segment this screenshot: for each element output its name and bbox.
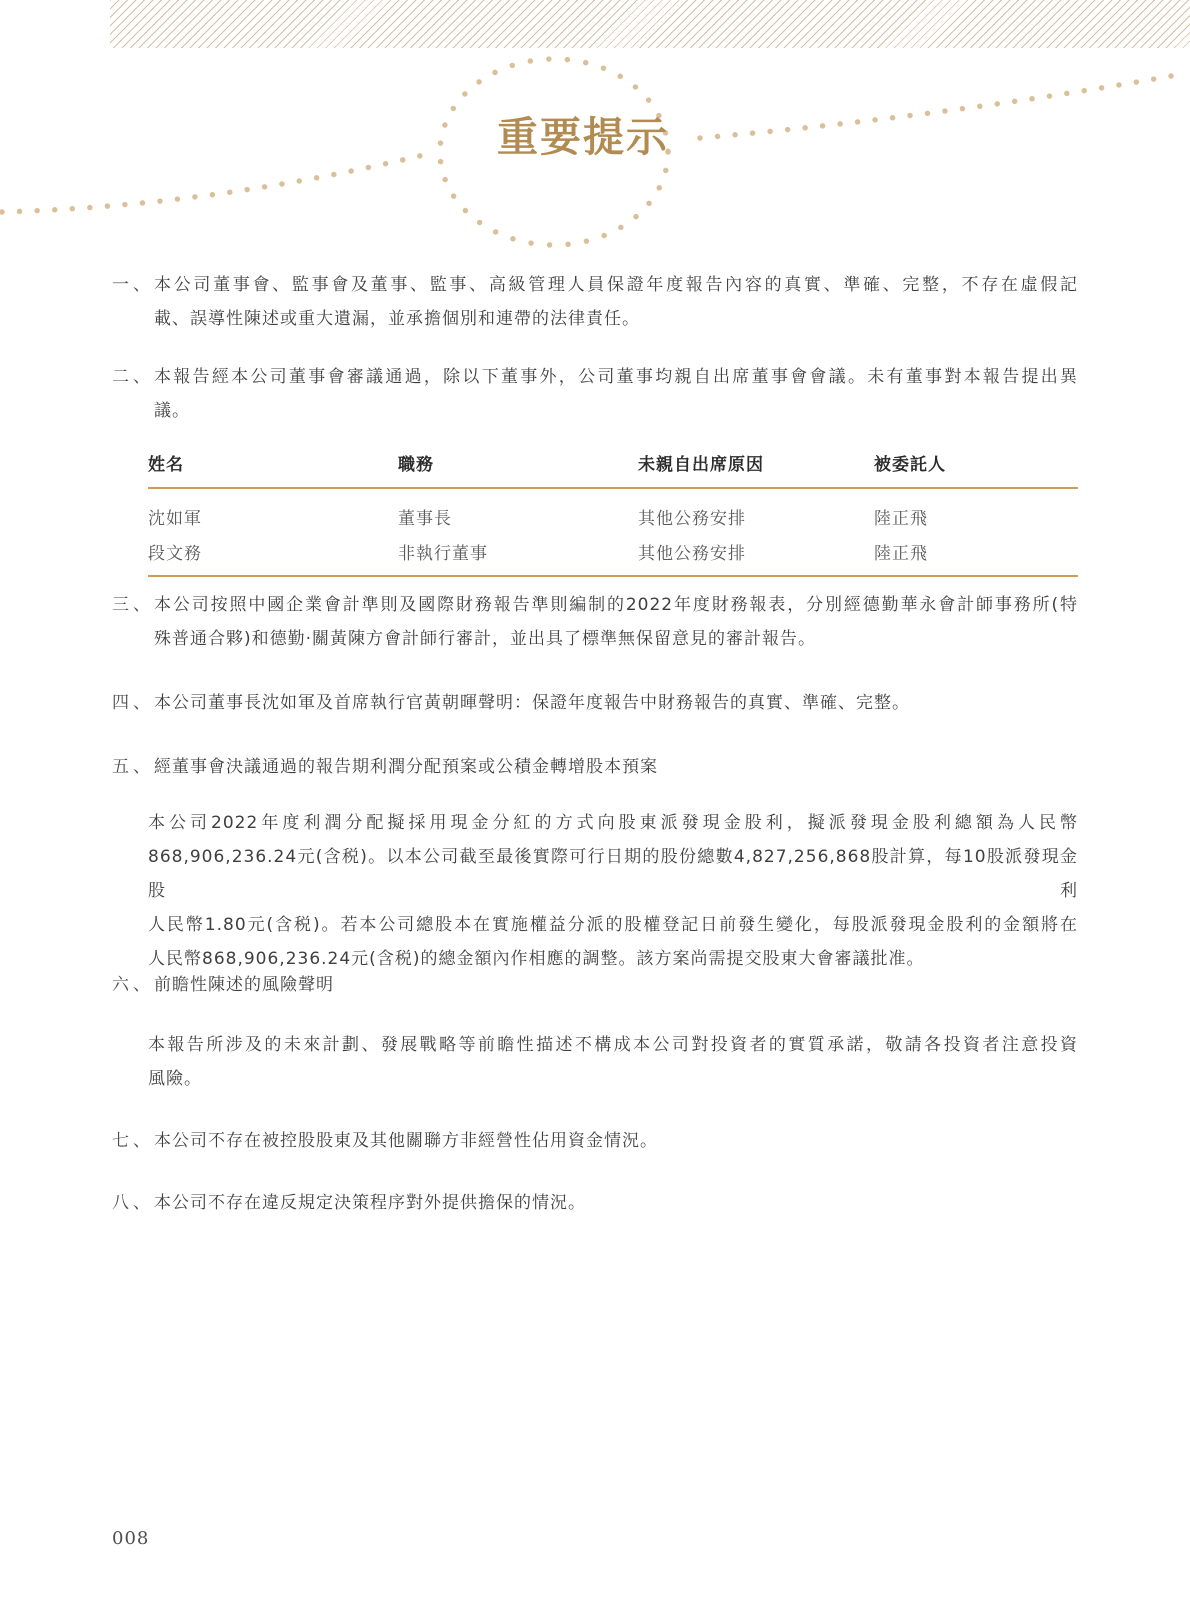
section-2-label: 二、 xyxy=(112,367,154,387)
page-number: 008 xyxy=(112,1528,150,1549)
section-8-label: 八、 xyxy=(112,1193,154,1213)
absence-table xyxy=(148,450,1078,577)
section-5-body: 本公司2022年度利潤分配擬採用現金分紅的方式向股東派發現金股利，擬派發現金股利總額為人民幣 868,906,236.24元(含税)。以本公司截至最後實際可行日期的股份總數4,827,256,868股計算，每10股派發現金股利 人民幣1.80元(含税)。若本公司總股本在實施權益分派的股權登記日前發生變化，每股派發現金股利的金額將在 人民幣868,906,236.24元(含税)的總金額內作相應的調整。該方案尚需提交股東大會審議批准。 xyxy=(148,813,1078,969)
section-4-label: 四、 xyxy=(112,693,154,713)
section-7 xyxy=(112,1124,1078,1158)
table-row xyxy=(148,534,1078,576)
cell-reason: 其他公務安排 xyxy=(638,534,874,576)
section-7-label: 七、 xyxy=(112,1131,154,1151)
col-header-position: 職務 xyxy=(398,450,638,488)
cell-name: 沈如軍 xyxy=(148,509,202,529)
section-3-text: 本公司按照中國企業會計準則及國際財務報告準則編制的2022年度財務報表，分別經德勤華永會計師事務所(特 殊普通合夥)和德勤·關黃陳方會計師行審計，並出具了標準無保留意見的審計報告。 xyxy=(154,595,1078,649)
section-3-label: 三、 xyxy=(112,595,154,615)
col-header-name: 姓名 xyxy=(148,450,398,488)
section-6-body: 本報告所涉及的未來計劃、發展戰略等前瞻性描述不構成本公司對投資者的實質承諾，敬請各投資者注意投資 風險。 xyxy=(148,1035,1078,1089)
section-8 xyxy=(112,1186,1078,1220)
section-6-label: 六、 xyxy=(112,975,154,995)
section-4 xyxy=(112,686,1078,720)
section-8-text: 本公司不存在違反規定決策程序對外提供擔保的情況。 xyxy=(154,1193,586,1213)
section-3 xyxy=(112,588,1078,656)
cell-position: 董事長 xyxy=(398,509,452,529)
cell-reason: 其他公務安排 xyxy=(638,509,746,529)
table-row xyxy=(148,488,1078,534)
page-title: 重要提示 xyxy=(497,113,669,161)
section-2-text: 本報告經本公司董事會審議通過，除以下董事外，公司董事均親自出席董事會會議。未有董事對本報告提出異 議。 xyxy=(154,367,1078,421)
col-header-reason: 未親自出席原因 xyxy=(638,450,874,488)
cell-proxy: 陸正飛 xyxy=(874,534,1078,576)
section-1-label: 一、 xyxy=(112,275,154,295)
section-5-label: 五、 xyxy=(112,757,154,777)
section-6 xyxy=(112,968,1078,1002)
section-1-text: 本公司董事會、監事會及董事、監事、高級管理人員保證年度報告內容的真實、準確、完整，不存在虛假記 載、誤導性陳述或重大遺漏，並承擔個別和連帶的法律責任。 xyxy=(154,275,1078,329)
cell-name: 段文務 xyxy=(148,534,398,576)
absence-table-header-row xyxy=(148,450,1078,488)
section-6-heading: 前瞻性陳述的風險聲明 xyxy=(154,975,334,995)
section-1 xyxy=(112,268,1078,336)
section-4-text: 本公司董事長沈如軍及首席執行官黃朝暉聲明：保證年度報告中財務報告的真實、準確、完整。 xyxy=(154,693,910,713)
section-2 xyxy=(112,360,1078,428)
section-5-heading: 經董事會決議通過的報告期利潤分配預案或公積金轉增股本預案 xyxy=(154,757,658,777)
section-7-text: 本公司不存在被控股股東及其他關聯方非經營性佔用資金情況。 xyxy=(154,1131,658,1151)
cell-proxy: 陸正飛 xyxy=(874,509,928,529)
dotted-trail-left-icon xyxy=(2,152,436,212)
section-5 xyxy=(112,750,1078,784)
col-header-proxy: 被委託人 xyxy=(874,450,1078,488)
cell-position: 非執行董事 xyxy=(398,534,638,576)
dotted-trail-right-icon xyxy=(700,73,1188,138)
